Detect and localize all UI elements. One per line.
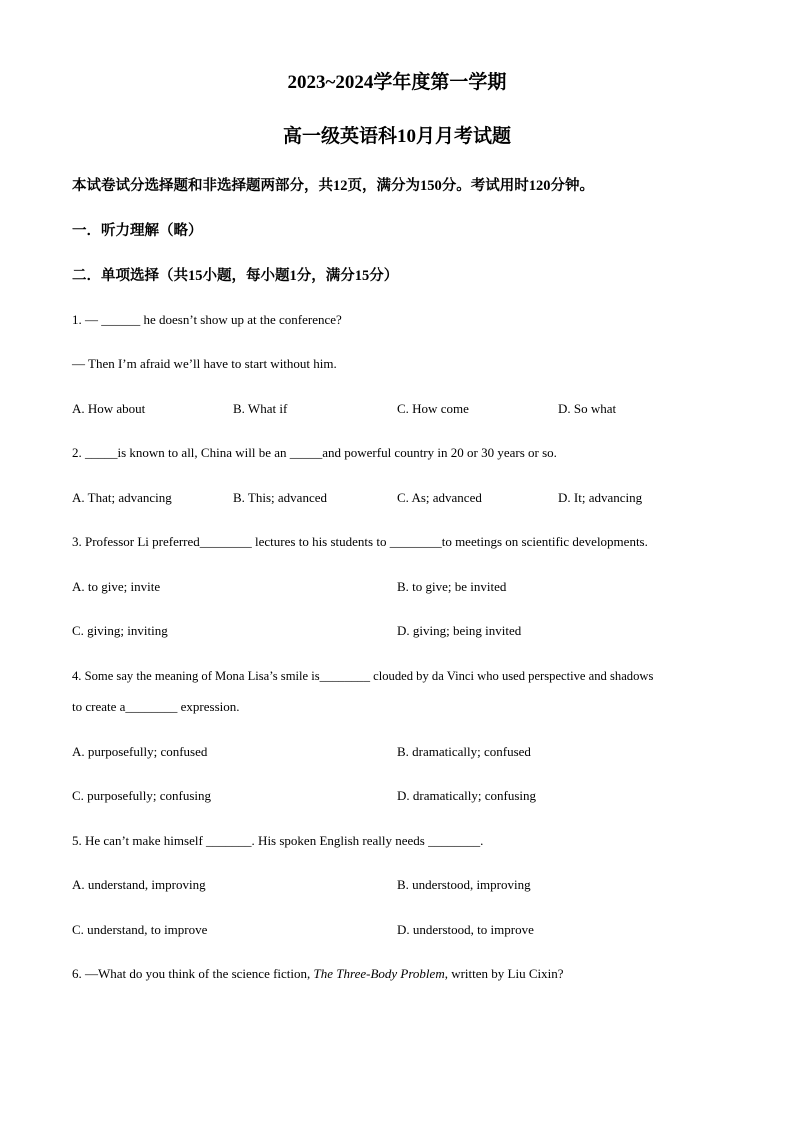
question-3-option-b: B. to give; be invited xyxy=(397,579,507,594)
question-1-option-c: C. How come xyxy=(397,401,469,416)
section-single-choice-heading: 二．单项选择（共15小题，每小题1分，满分15分） xyxy=(72,268,399,284)
question-1-option-a: A. How about xyxy=(72,401,146,416)
question-1-reply: — Then I’m afraid we’ll have to start without him. xyxy=(72,356,337,371)
question-5-stem: 5. He can’t make himself _______. His spoken English really needs ________. xyxy=(72,833,484,848)
section-listening-heading: 一．听力理解（略） xyxy=(72,223,203,239)
question-3-stem: 3. Professor Li preferred________ lectures to his students to ________to meetings on scientific developments. xyxy=(72,534,648,549)
question-2-option-c: C. As; advanced xyxy=(397,490,482,505)
question-4-option-d: D. dramatically; confusing xyxy=(397,788,536,803)
question-2-option-a: A. That; advancing xyxy=(72,490,172,505)
question-4-option-b: B. dramatically; confused xyxy=(397,744,531,759)
exam-title-term: 2023~2024学年度第一学期 xyxy=(287,72,507,93)
question-5-option-a: A. understand, improving xyxy=(72,877,206,892)
exam-instructions: 本试卷试分选择题和非选择题两部分，共12页，满分为150分。考试用时120分钟。 xyxy=(72,178,594,194)
question-1-option-b: B. What if xyxy=(233,401,288,416)
question-5-option-d: D. understood, to improve xyxy=(397,922,534,937)
question-5-option-c: C. understand, to improve xyxy=(72,922,208,937)
book-title: The Three-Body Problem xyxy=(313,966,445,981)
question-2-stem: 2. _____is known to all, China will be an _____and powerful country in 20 or 30 years or so. xyxy=(72,445,557,460)
question-1-stem: 1. — ______ he doesn’t show up at the conference? xyxy=(72,312,342,327)
question-4-stem-line-2: to create a________ expression. xyxy=(72,699,240,714)
question-4-option-c: C. purposefully; confusing xyxy=(72,788,212,803)
exam-title-subject: 高一级英语科10月月考试题 xyxy=(282,126,511,147)
question-2-option-d: D. It; advancing xyxy=(558,490,643,505)
question-1-option-d: D. So what xyxy=(558,401,617,416)
question-3-option-d: D. giving; being invited xyxy=(397,623,522,638)
question-6-stem xyxy=(72,965,564,983)
question-6-stem-after: , written by Liu Cixin? xyxy=(444,966,564,981)
question-3-option-a: A. to give; invite xyxy=(72,579,161,594)
question-5-option-b: B. understood, improving xyxy=(397,877,531,892)
question-4-option-a: A. purposefully; confused xyxy=(72,744,208,759)
question-3-option-c: C. giving; inviting xyxy=(72,623,168,638)
question-4-stem-line-1: 4. Some say the meaning of Mona Lisa’s smile is________ clouded by da Vinci who used perspective and shadows xyxy=(72,669,654,683)
question-6-stem-before: 6. —What do you think of the science fiction, xyxy=(72,966,314,981)
question-2-option-b: B. This; advanced xyxy=(233,490,327,505)
